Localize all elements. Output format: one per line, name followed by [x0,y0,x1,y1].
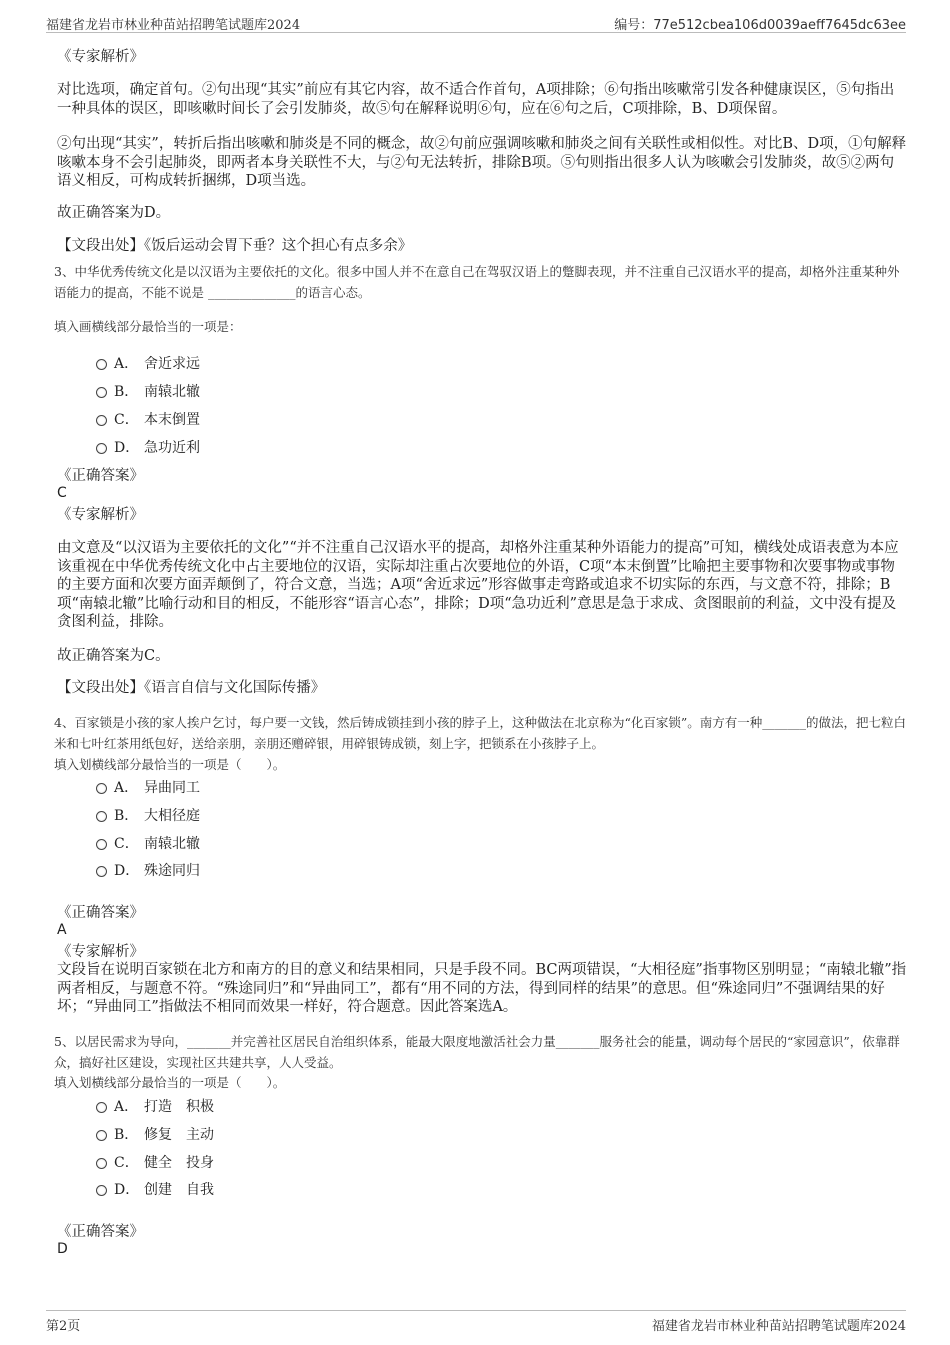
footer-title: 福建省龙岩市林业种苗站招聘笔试题库2024 [651,1319,906,1334]
question-prompt: 填入画横线部分最恰当的一项是： [54,319,242,334]
analysis-paragraph: 由文意及“以汉语为主要依托的文化”“并不注重自己汉语水平的提高，却格外注重某种外语能力的提高”可知，横线处成语表意为本应该重视在中华优秀传统文化中占主要地位的汉语，实际却注重占次要地位的外语，C项“本末倒置”比喻把主要事物和次要事物或事物的主要方面和次要方面弄颠倒了，符合文意，当选；A项“舍近求远”形容做事走弯路或追求不切实际的东西，与文意不符，排除；B项“南辕北辙”比喻行动和目的相反，不能形容“语言心态”，排除；D项“急功近利”意思是急于求成、贪图眼前的利益，文中没有提及贪图利益，排除。 [57,540,899,630]
correct-answer: C [57,485,67,501]
page-number: 第2页 [46,1319,81,1334]
radio-icon[interactable] [96,1158,107,1169]
question-prompt: 填入划横线部分最恰当的一项是（ ）。 [54,757,286,772]
radio-icon[interactable] [96,415,107,426]
option-b[interactable]: B． 修复 主动 [96,1124,214,1144]
radio-icon[interactable] [96,1102,107,1113]
option-a[interactable]: A． 异曲同工 [96,777,200,797]
analysis-paragraph: 对比选项，确定首句。②句出现“其实”前应有其它内容，故不适合作首句，A项排除；⑥句指出咳嗽常引发各种健康误区，⑤句指出一种具体的误区，即咳嗽时间长了会引发肺炎，故⑤句在解释说明⑥句，应在⑥句之后，C项排除，B、D项保留。 [57,82,895,117]
page-footer [46,1310,906,1335]
source-text: 【文段出处】《语言自信与文化国际传播》 [57,680,326,696]
expert-analysis-label: 《专家解析》 [57,507,144,523]
correct-answer: D [57,1241,68,1257]
option-c[interactable]: C． 本末倒置 [96,409,200,429]
radio-icon[interactable] [96,443,107,454]
radio-icon[interactable] [96,1185,107,1196]
option-b[interactable]: B． 大相径庭 [96,805,200,825]
question-prompt: 填入划横线部分最恰当的一项是（ ）。 [54,1075,286,1090]
option-a[interactable]: A． 舍近求远 [96,353,200,373]
radio-icon[interactable] [96,359,107,370]
radio-icon[interactable] [96,783,107,794]
question-stem: 5、以居民需求为导向，_______并完善社区居民自治组织体系，能最大限度地激活社会力量_______服务社会的能量，调动每个居民的“家园意识”，依靠群众，搞好社区建设，实现社区共建共享，人人受益。 [54,1034,900,1070]
analysis-paragraph: ②句出现“其实”，转折后指出咳嗽和肺炎是不同的概念，故②句前应强调咳嗽和肺炎之间有关联性或相似性。对比B、D项，①句解释咳嗽本身不会引起肺炎，即两者本身关联性不大，与②句无法转折，排除B项。⑤句则指出很多人认为咳嗽会引发肺炎，故⑤②两句语义相反，可构成转折捆绑，D项当选。 [57,136,907,189]
radio-icon[interactable] [96,866,107,877]
option-c[interactable]: C． 南辕北辙 [96,833,200,853]
radio-icon[interactable] [96,1130,107,1141]
source-text: 【文段出处】《饭后运动会胃下垂？这个担心有点多余》 [57,238,413,254]
question-stem: 4、百家锁是小孩的家人挨户乞讨，每户要一文钱，然后铸成锁挂到小孩的脖子上，这种做法在北京称为“化百家锁”。南方有一种_______的做法，把七粒白米和七叶红茶用纸包好，送给亲朋，亲朋还赠碎银，用碎银铸成锁，刻上字，把锁系在小孩脖子上。 [54,715,906,751]
option-c[interactable]: C． 健全 投身 [96,1152,214,1172]
radio-icon[interactable] [96,387,107,398]
radio-icon[interactable] [96,811,107,822]
option-d[interactable]: D． 急功近利 [96,437,200,457]
correct-answer-label: 《正确答案》 [57,468,144,484]
option-a[interactable]: A． 打造 积极 [96,1096,214,1116]
option-d[interactable]: D． 创建 自我 [96,1179,214,1199]
analysis-paragraph: 文段旨在说明百家锁在北方和南方的目的意义和结果相同，只是手段不同。BC两项错误，“大相径庭”指事物区别明显；“南辕北辙”指两者相反，与题意不符。“殊途同归”和“异曲同工”，都有“用不同的方法，得到同样的结果”的意思。但“殊途同归”不强调结果的好坏；“异曲同工”指做法不相同而效果一样好，符合题意。因此答案选A。 [57,962,907,1015]
correct-answer-label: 《正确答案》 [57,1224,144,1240]
expert-analysis-label: 《专家解析》 [57,49,144,65]
option-b[interactable]: B． 南辕北辙 [96,381,200,401]
header-title: 福建省龙岩市林业种苗站招聘笔试题库2024 [46,18,301,33]
radio-icon[interactable] [96,839,107,850]
conclusion-text: 故正确答案为C。 [57,648,170,664]
conclusion-text: 故正确答案为D。 [57,205,171,221]
option-d[interactable]: D． 殊途同归 [96,860,200,880]
correct-answer-label: 《正确答案》 [57,905,144,921]
correct-answer: A [57,922,67,938]
question-stem: 3、中华优秀传统文化是以汉语为主要依托的文化。很多中国人并不在意自己在驾驭汉语上的蹩脚表现，并不注重自己汉语水平的提高，却格外注重某种外语能力的提高，不能不说是 ______________的语言心态。 [54,264,900,300]
page-header [46,10,906,33]
expert-analysis-label: 《专家解析》 [57,944,144,960]
header-doc-code: 编号：77e512cbea106d0039aeff7645dc63ee [614,18,906,33]
